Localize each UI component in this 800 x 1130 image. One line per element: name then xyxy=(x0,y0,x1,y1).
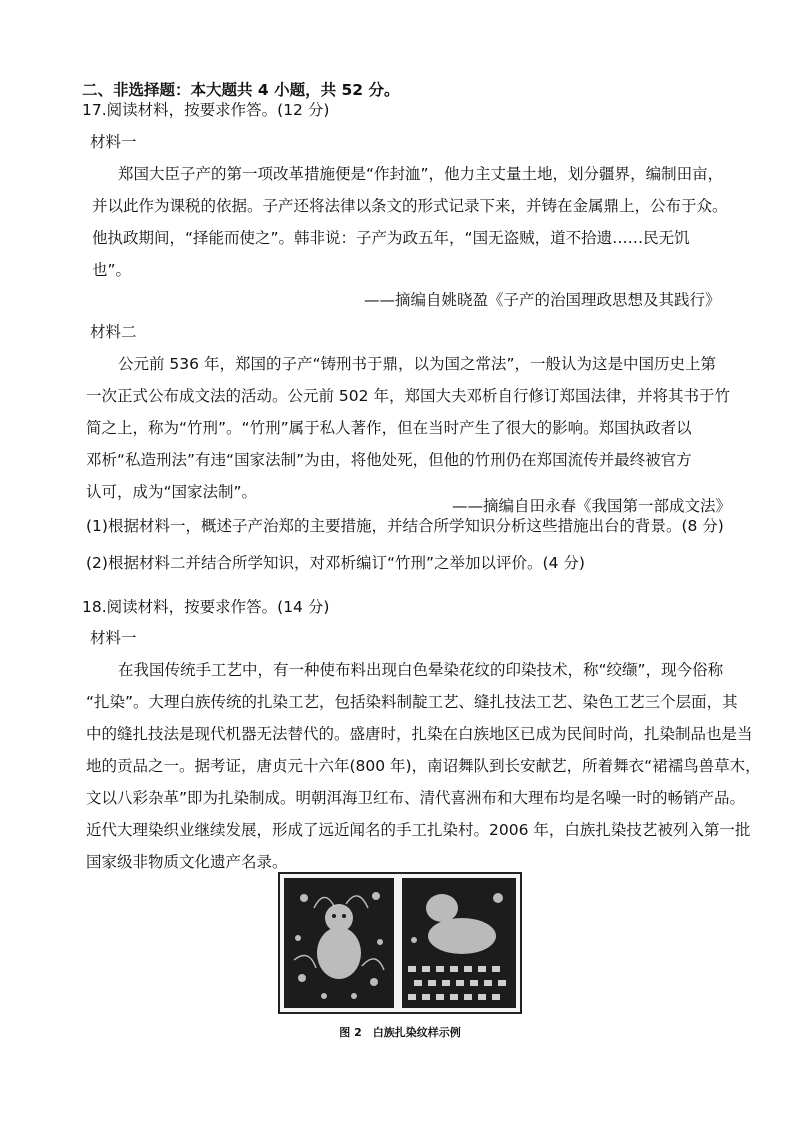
q17-material1-line: 也”。 xyxy=(92,261,132,279)
q17-material2-source: ——摘编自田永春《我国第一部成文法》 xyxy=(452,497,732,515)
q17-material2-line: 邓析“私造刑法”有违“国家法制”为由，将他处死，但他的竹刑仍在郑国流传并最终被官方 xyxy=(86,451,692,469)
q18-material1-line: 在我国传统手工艺中，有一种使布料出现白色晕染花纹的印染技术，称“绞缬”，现今俗称 xyxy=(118,661,724,679)
q17-material1-line: 并以此作为课税的依据。子产还将法律以条文的形式记录下来，并铸在金属鼎上，公布于众。 xyxy=(92,197,728,215)
q18-material1-line: “扎染”。大理白族传统的扎染工艺，包括染料制靛工艺、缝扎技法工艺、染色工艺三个层面，其 xyxy=(86,693,738,711)
q17-title: 17.阅读材料，按要求作答。(12 分) xyxy=(82,101,330,119)
q18-material1-line: 国家级非物质文化遗产名录。 xyxy=(86,853,288,871)
figure-caption: 图 2 白族扎染纹样示例 xyxy=(339,1026,461,1039)
q18-material1-line: 文以八彩杂革”即为扎染制成。明朝洱海卫红布、清代喜洲布和大理布均是名噪一时的畅销产品。 xyxy=(86,789,746,807)
tie-dye-pattern-image-right xyxy=(402,878,516,1008)
q17-material2-line: 一次正式公布成文法的活动。公元前 502 年，郑国大夫邓析自行修订郑国法律，并将其书于竹 xyxy=(86,387,730,405)
q18-material1-line: 近代大理染织业继续发展，形成了远近闻名的手工扎染村。2006 年，白族扎染技艺被列入第一批 xyxy=(86,821,751,839)
q17-material2-line: 认可，成为“国家法制”。 xyxy=(86,483,258,501)
q17-material2-line: 公元前 536 年，郑国的子产“铸刑书于鼎，以为国之常法”，一般认为这是中国历史上第 xyxy=(118,355,717,373)
q17-question-2: (2)根据材料二并结合所学知识，对邓析编订“竹刑”之举加以评价。(4 分) xyxy=(86,554,585,572)
tie-dye-pattern-image-left xyxy=(284,878,394,1008)
q17-material1-line: 他执政期间，“择能而使之”。韩非说：子产为政五年，“国无盗贼，道不拾遗……民无饥 xyxy=(92,229,690,247)
q18-material1-line: 中的缝扎技法是现代机器无法替代的。盛唐时，扎染在白族地区已成为民间时尚，扎染制品也是当 xyxy=(86,725,753,743)
q18-title: 18.阅读材料，按要求作答。(14 分) xyxy=(82,598,330,616)
q17-material1-line: 郑国大臣子产的第一项改革措施便是“作封洫”，他力主丈量土地，划分疆界，编制田亩， xyxy=(118,165,724,183)
q17-question-1: (1)根据材料一，概述子产治郑的主要措施，并结合所学知识分析这些措施出台的背景。(8 分) xyxy=(86,517,724,535)
section-heading: 二、非选择题：本大题共 4 小题，共 52 分。 xyxy=(82,81,400,99)
tie-dye-figure xyxy=(278,872,522,1014)
q17-material1-source: ——摘编自姚晓盈《子产的治国理政思想及其践行》 xyxy=(364,291,721,309)
q17-material2-label: 材料二 xyxy=(90,323,137,341)
q18-material1-label: 材料一 xyxy=(90,629,137,647)
q17-material1-label: 材料一 xyxy=(90,133,137,151)
q17-material2-line: 简之上，称为“竹刑”。“竹刑”属于私人著作，但在当时产生了很大的影响。郑国执政者以 xyxy=(86,419,692,437)
q18-material1-line: 地的贡品之一。据考证，唐贞元十六年(800 年)，南诏舞队到长安献艺，所着舞衣“裙襦鸟兽草木， xyxy=(86,757,761,775)
